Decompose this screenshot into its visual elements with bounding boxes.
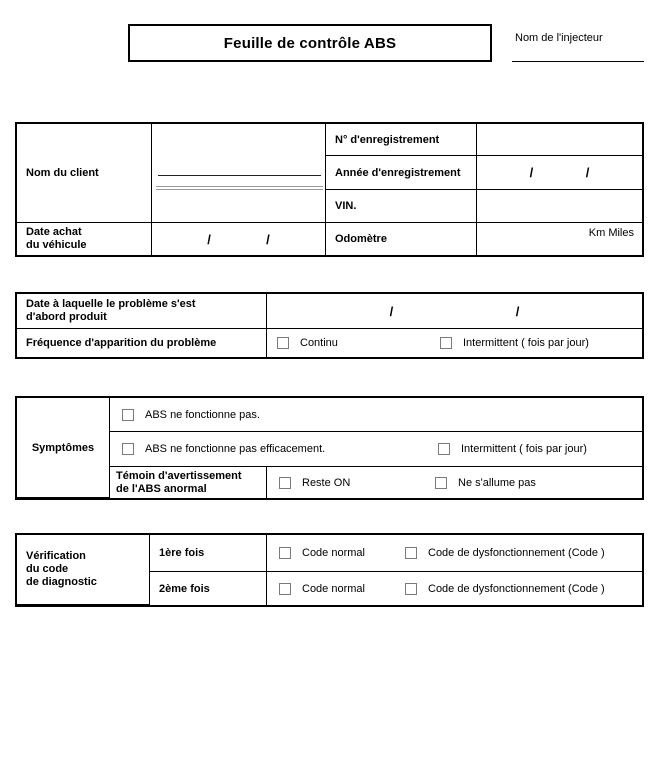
first-code-normal-label: Code normal [302, 547, 365, 559]
continuous-option-label: Continu [300, 337, 338, 349]
diagnostic-check-label: Vérification du code de diagnostic [17, 535, 150, 605]
purchase-date-field[interactable] [152, 223, 326, 255]
abs-not-working-label: ABS ne fonctionne pas. [145, 408, 260, 421]
second-time-label: 2ème fois [150, 572, 267, 605]
client-info-table [15, 122, 644, 257]
date-slash: / [515, 303, 520, 319]
abs-warning-lamp-label: Témoin d'avertissement de l'ABS anormal [110, 467, 267, 498]
symptoms-label: Symptômes [17, 398, 110, 498]
stays-on-checkbox[interactable] [279, 477, 291, 489]
purchase-date-label: Date achat du véhicule [17, 223, 152, 255]
vin-field[interactable] [477, 190, 642, 223]
problem-table [15, 292, 644, 359]
abs-not-working-checkbox[interactable] [122, 409, 134, 421]
first-occurrence-date-field[interactable] [267, 294, 642, 329]
injector-name-label: Nom de l'injecteur [515, 32, 603, 44]
symptom-intermittent-checkbox[interactable] [438, 443, 450, 455]
form-title-box [128, 24, 492, 62]
symptom-intermittent-label: Intermittent ( fois par jour) [461, 443, 587, 455]
first-time-options-cell [267, 535, 642, 572]
continuous-checkbox[interactable] [277, 337, 289, 349]
injector-name-field[interactable] [512, 61, 644, 62]
symptom-row-abs-not-working [110, 398, 642, 432]
abs-not-effective-label: ABS ne fonctionne pas efficacement. [145, 443, 326, 455]
odometer-field[interactable] [477, 223, 642, 255]
abs-not-effective-checkbox[interactable] [122, 443, 134, 455]
symptom-row-abs-not-effective [110, 432, 642, 467]
date-slash: / [389, 303, 394, 319]
client-name-double-rule-top [156, 186, 323, 187]
intermittent-checkbox[interactable] [440, 337, 452, 349]
first-code-normal-checkbox[interactable] [279, 547, 291, 559]
odometer-label: Odomètre [326, 223, 477, 255]
second-code-normal-checkbox[interactable] [279, 583, 291, 595]
second-code-malfunction-label: Code de dysfonctionnement (Code ) [428, 582, 605, 595]
stays-on-label: Reste ON [302, 476, 351, 489]
second-time-options-cell [267, 572, 642, 605]
date-slash: / [585, 165, 590, 180]
second-code-normal-label: Code normal [302, 582, 365, 595]
km-miles-label: Km Miles [588, 227, 634, 239]
first-time-label: 1ère fois [150, 535, 267, 572]
registration-no-field[interactable] [477, 124, 642, 156]
date-slash: / [207, 231, 211, 247]
client-name-field[interactable] [152, 124, 326, 223]
symptoms-table [15, 396, 644, 500]
first-code-malfunction-checkbox[interactable] [405, 547, 417, 559]
registration-year-field[interactable] [477, 156, 642, 190]
first-occurrence-label: Date à laquelle le problème s'est d'abord produit [17, 294, 267, 329]
diagnostic-table [15, 533, 644, 607]
no-light-label: Ne s'allume pas [458, 476, 536, 489]
date-slash: / [529, 165, 534, 180]
date-slash: / [266, 231, 270, 247]
intermittent-option-label: Intermittent ( fois par jour) [463, 337, 589, 349]
client-name-double-rule-bottom [156, 189, 323, 190]
page-title: Feuille de contrôle ABS [223, 34, 397, 52]
second-code-malfunction-checkbox[interactable] [405, 583, 417, 595]
vin-label: VIN. [326, 190, 477, 223]
first-code-malfunction-label: Code de dysfonctionnement (Code ) [428, 547, 605, 559]
client-name-write-line [158, 175, 321, 176]
frequency-options-cell [267, 329, 642, 357]
warning-lamp-options-cell [267, 467, 642, 498]
no-light-checkbox[interactable] [435, 477, 447, 489]
client-name-label: Nom du client [17, 124, 152, 223]
registration-no-label: N° d'enregistrement [326, 124, 477, 156]
frequency-label: Fréquence d'apparition du problème [17, 329, 267, 357]
registration-year-label: Année d'enregistrement [326, 156, 477, 190]
